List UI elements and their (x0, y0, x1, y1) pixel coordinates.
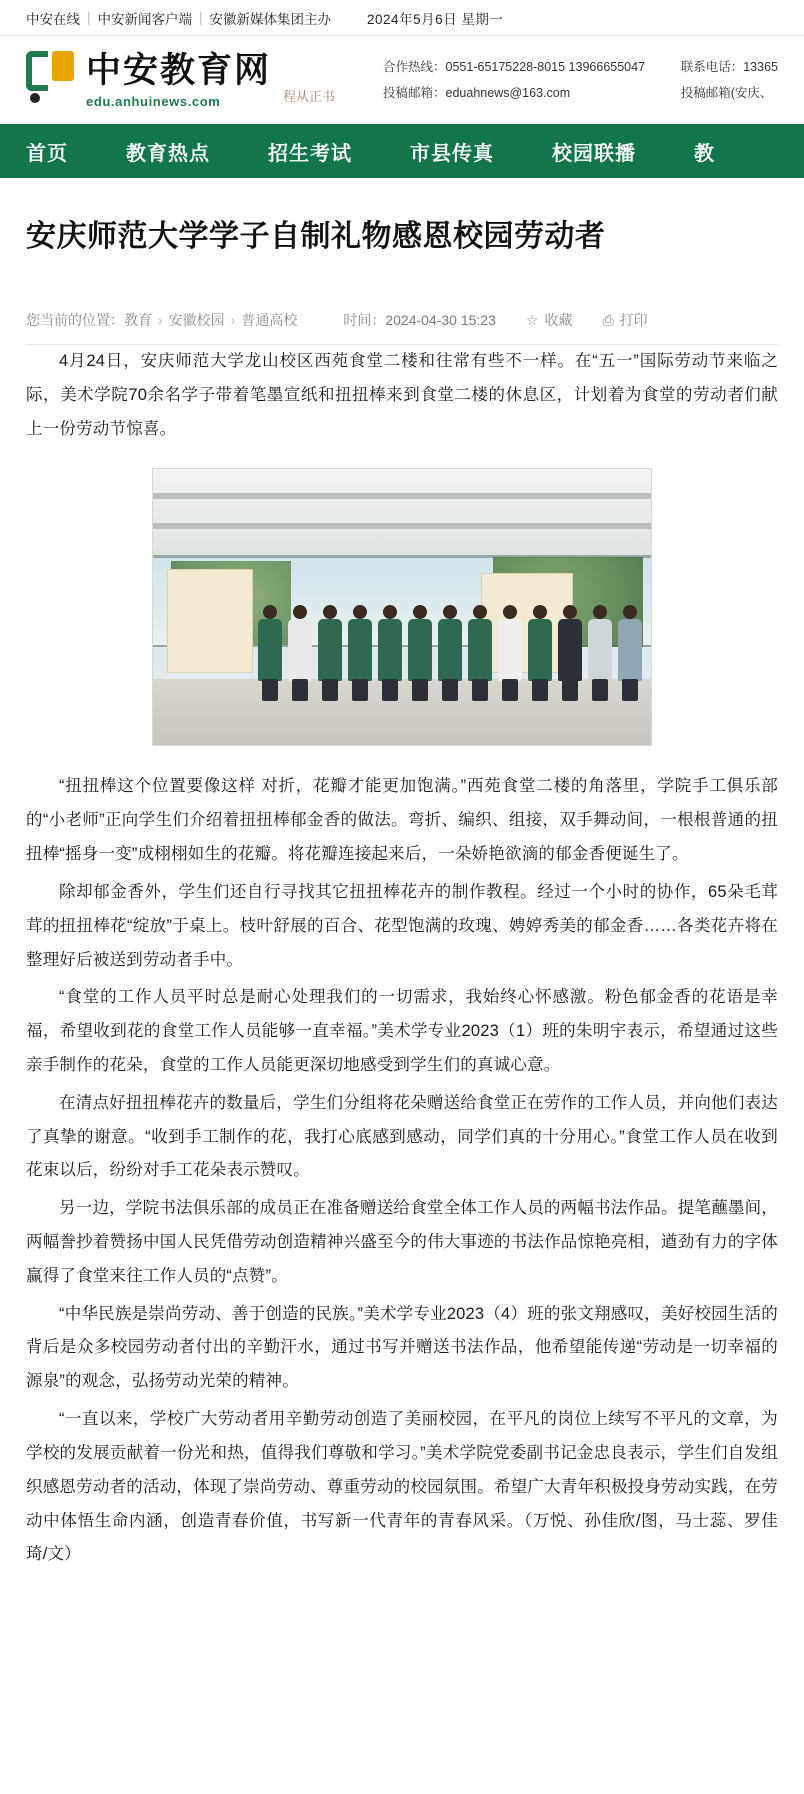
header-hotline: 合作热线：0551-65175228-8015 13966655047 (383, 59, 646, 74)
nav-item-city-county[interactable]: 市县传真 (410, 142, 494, 165)
top-link-sponsor: 安徽新媒体集团主办 (209, 11, 332, 27)
publish-time-label: 时间： (343, 312, 386, 328)
top-bar (0, 0, 804, 36)
top-link-zhongan[interactable]: 中安在线 (26, 11, 80, 27)
top-bar-date: 2024年5月6日 星期一 (367, 11, 504, 27)
page-title: 安庆师范大学学子自制礼物感恩校园劳动者 (26, 220, 606, 253)
paragraph: 4月24日，安庆师范大学龙山校区西苑食堂二楼和往常有些不一样。在“五一”国际劳动节来临之际，美术学院70余名学子带着笔墨宣纸和扭扭棒来到食堂二楼的休息区，计划着为食堂的劳动者们献上一份劳动节惊喜。 (26, 352, 778, 438)
nav-item-campus[interactable]: 校园联播 (552, 142, 636, 165)
breadcrumb-separator-1: › (158, 312, 163, 328)
main-nav (0, 124, 804, 178)
top-bar-links (26, 8, 331, 28)
publish-time-value: 2024-04-30 15:23 (385, 312, 496, 328)
printer-icon: ⎙ (602, 311, 614, 328)
paragraph: 在清点好扭扭棒花卉的数量后，学生们分组将花朵赠送给食堂正在劳作的工作人员，并向他们表达了真挚的谢意。“收到手工制作的花，我打心底感到感动，同学们真的十分用心。”食堂工作人员在收到花束以后，纷纷对手工花朵表示赞叹。 (26, 1093, 778, 1180)
paragraph: “食堂的工作人员平时总是耐心处理我们的一切需求，我始终心怀感激。粉色郁金香的花语是幸福，希望收到花的食堂工作人员能够一直幸福。”美术学专业2023（1）班的朱明宇表示，希望通过这些亲手制作的花朵，食堂的工作人员能更深切地感受到学生们的真诚心意。 (26, 988, 778, 1074)
people-row (153, 581, 651, 701)
paragraph: “扭扭棒这个位置要像这样 对折，花瓣才能更加饱满。”西苑食堂二楼的角落里，学院手工俱乐部的“小老师”正向学生们介绍着扭扭棒郁金香的做法。弯折、编织、组接，双手舞动间，一根根普通的扭扭棒“摇身一变”成栩栩如生的花瓣。将花瓣连接起来后，一朵娇艳欲滴的郁金香便诞生了。 (26, 777, 778, 864)
logo-title-cn: 中安教育网 (86, 50, 272, 92)
nav-item-edu-hot[interactable]: 教育热点 (126, 142, 210, 165)
paragraph: 除却郁金香外，学生们还自行寻找其它扭扭棒花卉的制作教程。经过一个小时的协作，65朵毛茸茸的扭扭棒花“绽放”于桌上。枝叶舒展的百合、花型饱满的玫瑰、娉婷秀美的郁金香……各类花卉将在整理好后被送到劳动者手中。 (26, 882, 778, 969)
top-link-client[interactable]: 中安新闻客户端 (97, 11, 193, 27)
paragraph: 另一边，学院书法俱乐部的成员正在准备赠送给食堂全体工作人员的两幅书法作品。提笔蘸墨间，两幅誊抄着赞扬中国人民凭借劳动创造精神兴盛至今的伟大事迹的书法作品惊艳亮相，遒劲有力的字体赢得了食堂来往工作人员的“点赞”。 (26, 1199, 778, 1285)
site-header (0, 36, 804, 124)
logo-text (86, 50, 272, 109)
breadcrumb-separator-2: › (230, 312, 236, 328)
favorite-label: 收藏 (544, 312, 573, 328)
site-logo[interactable] (26, 51, 335, 109)
favorite-button[interactable] (526, 310, 573, 330)
nav-item-home[interactable]: 首页 (26, 142, 68, 165)
logo-seal-calligraphy: 程从正书 (283, 90, 336, 105)
breadcrumb-label: 您当前的位置： (26, 312, 124, 328)
logo-mark-icon (26, 51, 78, 103)
star-icon: ☆ (525, 311, 539, 328)
paragraph: “一直以来，学校广大劳动者用辛勤劳动创造了美丽校园，在平凡的岗位上续写不平凡的文章，为学校的发展贡献着一份光和热，值得我们尊敬和学习。”美术学院党委副书记金忠良表示，学生们自发组织感恩劳动者的活动，体现了崇尚劳动、尊重劳动的校园氛围。希望广大青年积极投身劳动实践，在劳动中体悟生命内涵，创造青春价值，书写新一代青年的青春风采。（万悦、孙佳欣/图，马士蕊、罗佳琦/文） (26, 1410, 778, 1564)
print-button[interactable] (602, 310, 647, 330)
header-contact-right (681, 54, 778, 107)
breadcrumb-item-education[interactable]: 教育 (124, 312, 152, 328)
top-link-separator-2: | (199, 10, 203, 25)
breadcrumb-item-universities[interactable]: 普通高校 (241, 312, 298, 328)
print-label: 打印 (619, 312, 648, 328)
header-email-right: 投稿邮箱(安庆、 (680, 86, 773, 100)
header-contact-block (383, 54, 645, 107)
paragraph: “中华民族是崇尚劳动、善于创造的民族。”美术学专业2023（4）班的张文翔感叹，美好校园生活的背后是众多校园劳动者付出的辛勤汗水，通过书写并赠送书法作品，他希望能传递“劳动是一切幸福的源泉”的观念，弘扬劳动光荣的精神。 (26, 1304, 778, 1391)
breadcrumb-item-anhui-campus[interactable]: 安徽校园 (168, 312, 225, 328)
nav-item-more[interactable]: 教 (694, 142, 715, 165)
article (0, 216, 804, 1612)
logo-domain: edu.anhuinews.com (86, 94, 221, 109)
header-email: 投稿邮箱：eduahnews@163.com (383, 86, 571, 100)
header-phone-right: 联系电话：13365 (680, 59, 778, 74)
article-meta (26, 280, 778, 345)
article-photo (152, 468, 652, 746)
nav-item-admissions[interactable]: 招生考试 (268, 142, 352, 165)
top-link-separator-1: | (87, 10, 91, 25)
